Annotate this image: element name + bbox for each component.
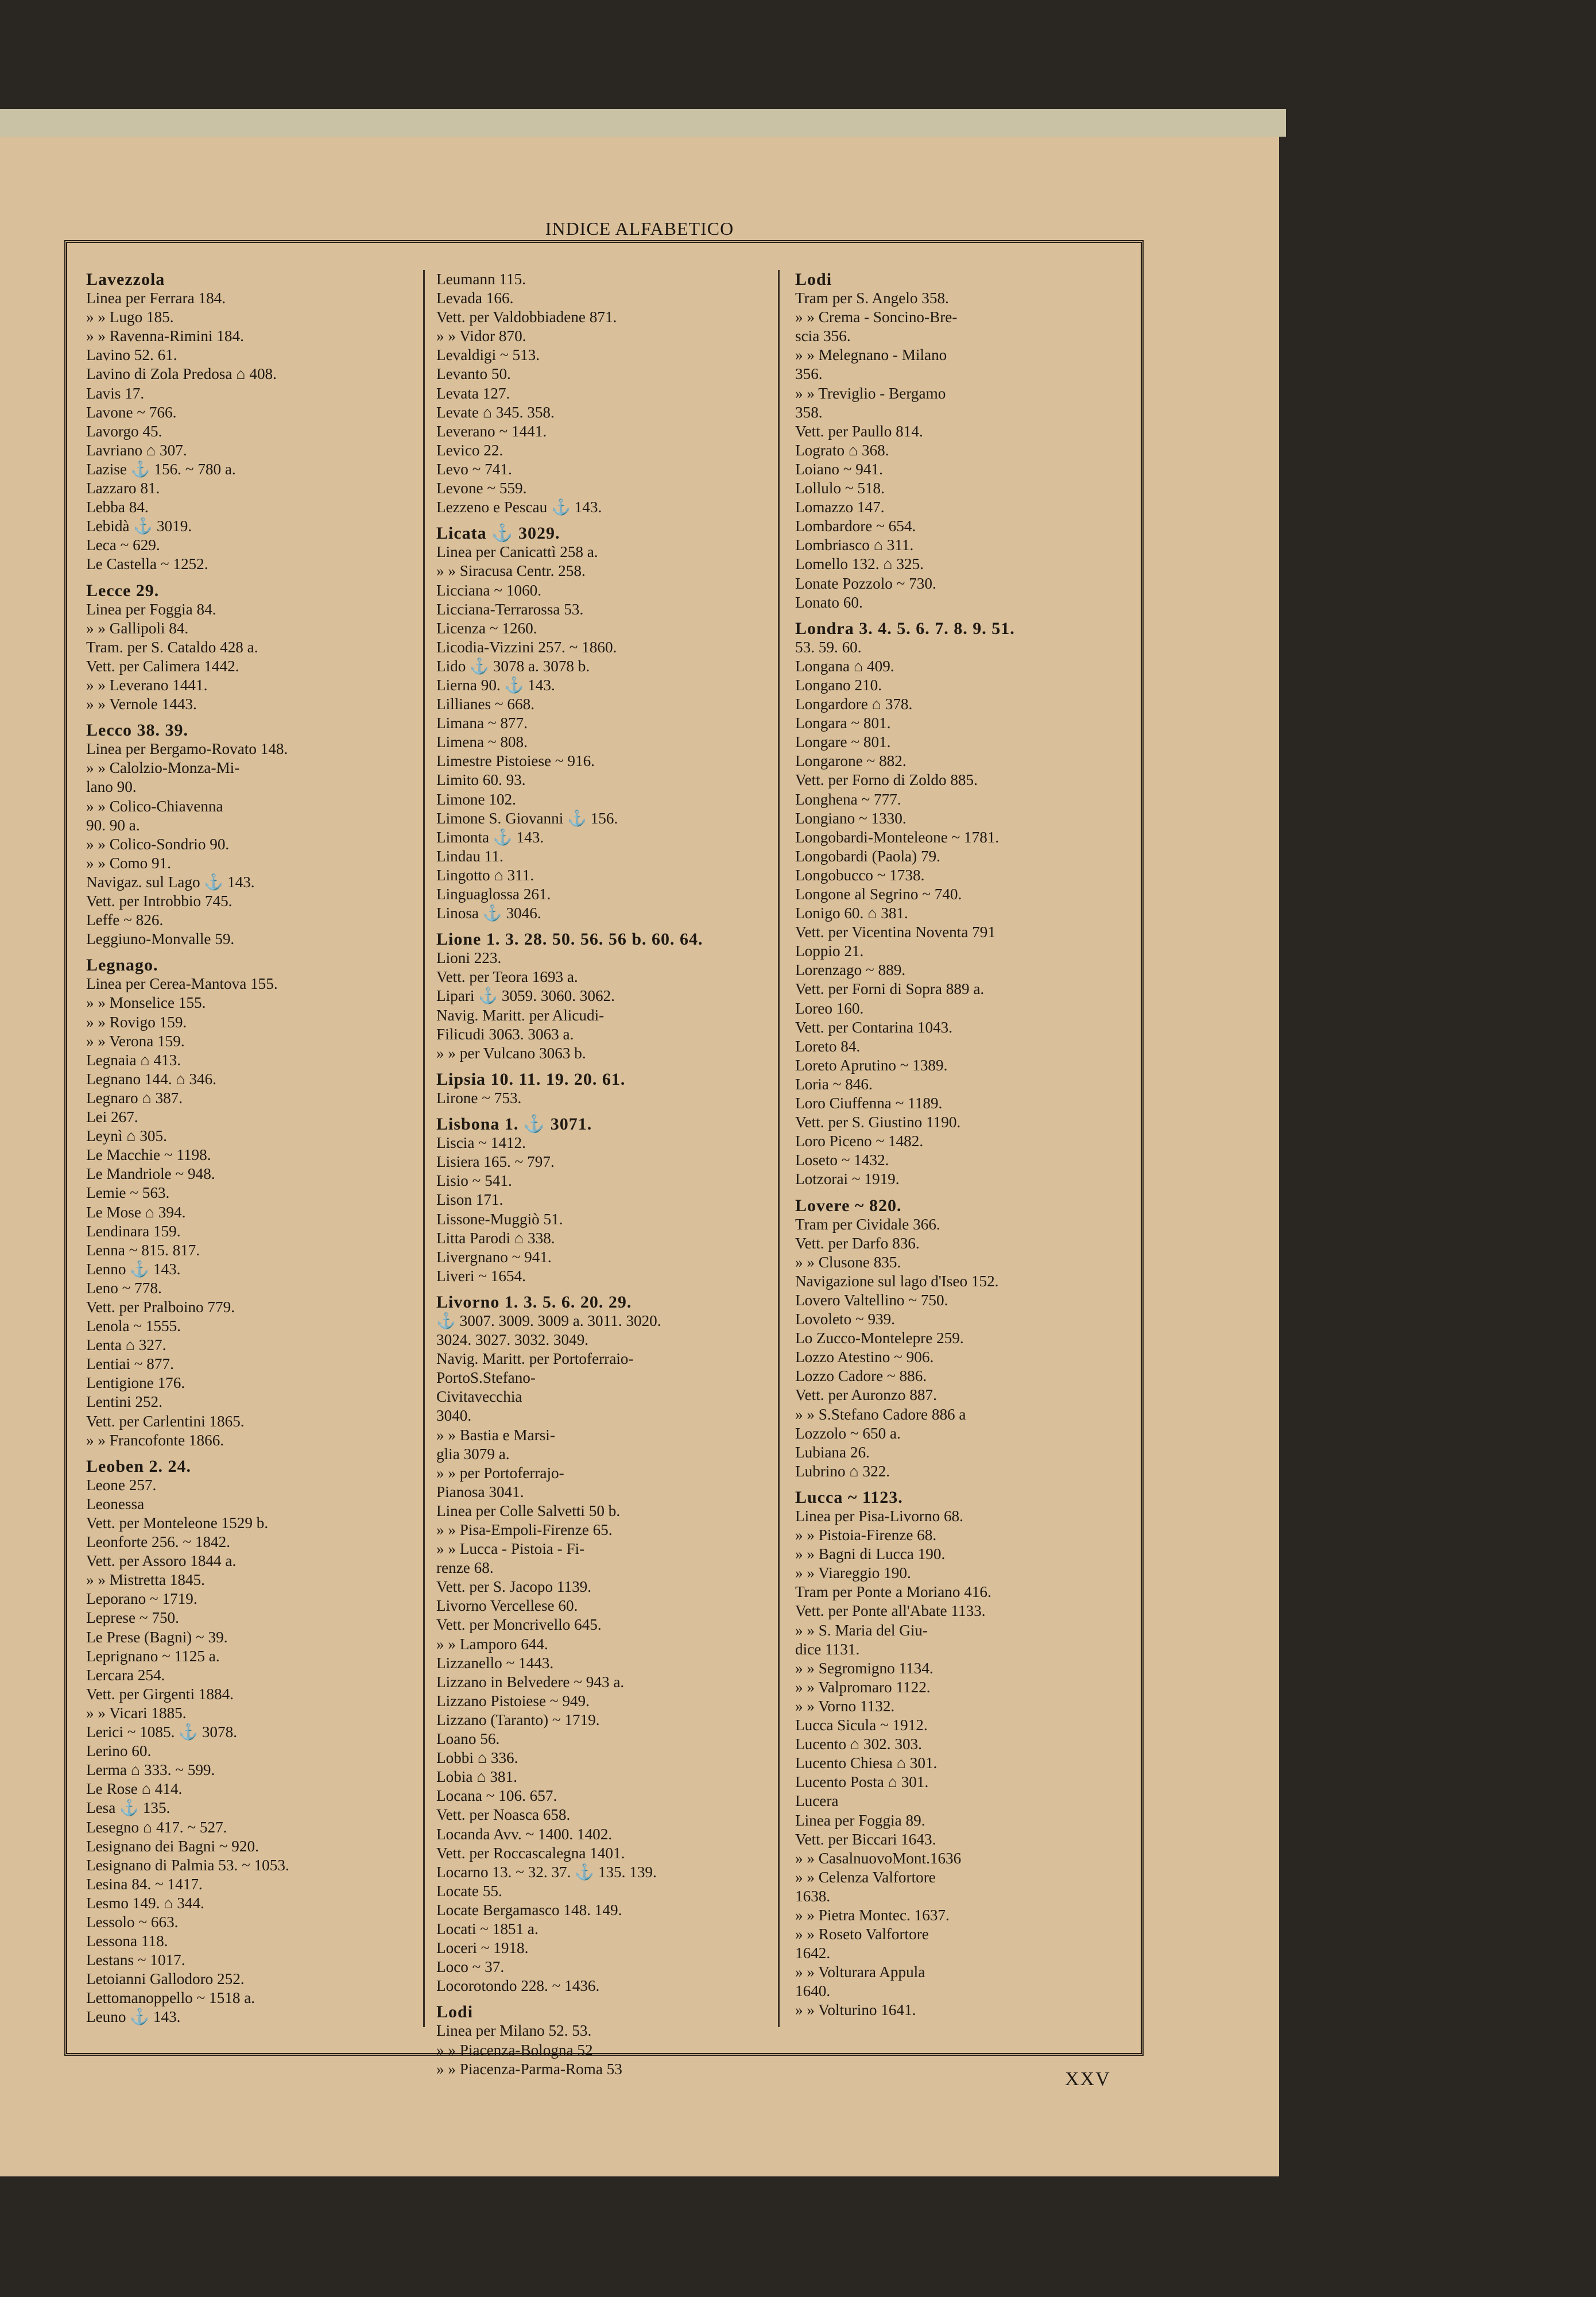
index-entry: Lesignano di Palmia 53. ~ 1053.: [86, 1856, 289, 1874]
index-entry: Linea per Foggia 89.: [795, 1811, 925, 1829]
index-entry: Legnano 144. ⌂ 346.: [86, 1070, 216, 1088]
index-entry: Lizzanello ~ 1443.: [436, 1654, 554, 1672]
index-entry: Leverano ~ 1441.: [436, 422, 547, 440]
index-headword: Londra 3. 4. 5. 6. 7. 8. 9. 51.: [795, 618, 1015, 638]
index-entry: Loco ~ 37.: [436, 1958, 505, 1976]
index-entry: Longobucco ~ 1738.: [795, 866, 925, 884]
index-entry: Lisio ~ 541.: [436, 1172, 512, 1190]
index-entry: Lebidà ⚓ 3019.: [86, 517, 192, 535]
index-entry: Lollulo ~ 518.: [795, 479, 885, 497]
index-entry: Longano 210.: [795, 676, 882, 694]
index-entry: » » Roseto Valfortore: [795, 1925, 929, 1943]
index-entry: Lettomanoppello ~ 1518 a.: [86, 1989, 255, 2007]
index-entry: Lovoleto ~ 939.: [795, 1310, 896, 1328]
index-entry: Limito 60. 93.: [436, 771, 526, 789]
index-entry: Tram per Ponte a Moriano 416.: [795, 1583, 991, 1601]
index-entry: » » Crema - Soncino-Bre-: [795, 308, 958, 326]
index-entry: » » Volturara Appula: [795, 1963, 925, 1981]
index-entry: Lindau 11.: [436, 847, 503, 865]
index-entry: » » Treviglio - Bergamo: [795, 384, 946, 402]
index-entry: dice 1131.: [795, 1640, 860, 1658]
index-entry: Loro Ciuffenna ~ 1189.: [795, 1095, 943, 1112]
index-entry: Vett. per S. Giustino 1190.: [795, 1113, 961, 1131]
index-entry: Locana ~ 106. 657.: [436, 1787, 557, 1805]
index-headword: Lavezzola: [86, 270, 165, 289]
index-entry: » » Como 91.: [86, 854, 172, 872]
index-entry: lano 90.: [86, 778, 137, 796]
index-entry: Legnaia ⌂ 413.: [86, 1051, 181, 1069]
index-entry: » » Melegnano - Milano: [795, 346, 947, 364]
index-entry: » » Leverano 1441.: [86, 676, 208, 694]
index-entry: Lerino 60.: [86, 1742, 152, 1760]
index-entry: Lozzo Cadore ~ 886.: [795, 1367, 927, 1385]
index-entry: Locate Bergamasco 148. 149.: [436, 1901, 622, 1919]
index-entry: Le Mose ⌂ 394.: [86, 1203, 186, 1221]
index-entry: Loro Piceno ~ 1482.: [795, 1132, 924, 1150]
index-entry: Limana ~ 877.: [436, 714, 528, 732]
index-entry: Lomello 132. ⌂ 325.: [795, 555, 924, 573]
index-entry: Lesa ⚓ 135.: [86, 1799, 171, 1817]
index-entry: Licenza ~ 1260.: [436, 619, 537, 637]
index-entry: Longhena ~ 777.: [795, 790, 901, 808]
index-entry: Lozzolo ~ 650 a.: [795, 1424, 901, 1442]
index-entry: 356.: [795, 365, 823, 383]
index-entry: » » per Portoferrajo-: [436, 1464, 564, 1482]
index-entry: Le Prese (Bagni) ~ 39.: [86, 1628, 228, 1646]
index-entry: Loria ~ 846.: [795, 1075, 873, 1093]
index-entry: Livorno Vercellese 60.: [436, 1597, 578, 1615]
index-entry: Levo ~ 741.: [436, 460, 512, 478]
index-entry: Liscia ~ 1412.: [436, 1134, 526, 1152]
index-entry: Lizzano (Taranto) ~ 1719.: [436, 1711, 600, 1728]
index-entry: Vett. per Valdobbiadene 871.: [436, 308, 617, 326]
index-entry: » » Colico-Chiavenna: [86, 797, 223, 815]
index-entry: Loseto ~ 1432.: [795, 1151, 889, 1169]
index-entry: Leffe ~ 826.: [86, 911, 164, 929]
index-entry: Lerma ⌂ 333. ~ 599.: [86, 1761, 215, 1779]
index-entry: Le Mandriole ~ 948.: [86, 1165, 215, 1183]
index-headword: Licata ⚓ 3029.: [436, 524, 560, 543]
index-entry: Leynì ⌂ 305.: [86, 1127, 167, 1145]
index-entry: Lavis 17.: [86, 384, 145, 402]
index-entry: Tram per S. Angelo 358.: [795, 289, 949, 307]
index-entry: Lerici ~ 1085. ⚓ 3078.: [86, 1723, 237, 1741]
index-entry: Lentini 252.: [86, 1393, 162, 1411]
index-entry: Lavorgo 45.: [86, 422, 162, 440]
index-entry: Letoianni Gallodoro 252.: [86, 1970, 245, 1988]
index-entry: Linea per Pisa-Livorno 68.: [795, 1507, 963, 1525]
index-entry: Limonta ⚓ 143.: [436, 828, 544, 846]
index-entry: » » Monselice 155.: [86, 994, 206, 1012]
index-entry: Lendinara 159.: [86, 1222, 181, 1240]
index-entry: Leprese ~ 750.: [86, 1609, 179, 1627]
index-entry: » » CasalnuovoMont.1636: [795, 1849, 962, 1867]
column-rule: [423, 270, 425, 2027]
index-entry: Lioni 223.: [436, 949, 502, 967]
index-entry: Leca ~ 629.: [86, 536, 160, 554]
index-entry: Lenno ⚓ 143.: [86, 1260, 181, 1278]
index-entry: Vett. per Girgenti 1884.: [86, 1685, 234, 1703]
index-entry: Navig. Maritt. per Alicudi-: [436, 1006, 605, 1024]
index-entry: Lonigo 60. ⌂ 381.: [795, 904, 908, 922]
index-entry: Lomazzo 147.: [795, 498, 885, 516]
index-headword: Lecco 38. 39.: [86, 721, 188, 740]
index-entry: Longobardi-Monteleone ~ 1781.: [795, 828, 1000, 846]
index-entry: Levico 22.: [436, 441, 503, 459]
index-entry: Vett. per Vicentina Noventa 791: [795, 923, 995, 941]
index-entry: Vett. per Biccari 1643.: [795, 1830, 936, 1848]
index-headword: Livorno 1. 3. 5. 6. 20. 29.: [436, 1292, 632, 1312]
index-entry: Levaldigi ~ 513.: [436, 346, 540, 364]
index-entry: 3040.: [436, 1407, 472, 1425]
index-entry: » » Viareggio 190.: [795, 1564, 911, 1582]
index-entry: Vett. per Calimera 1442.: [86, 657, 239, 675]
index-entry: Leporano ~ 1719.: [86, 1590, 197, 1608]
index-entry: Le Rose ⌂ 414.: [86, 1780, 183, 1798]
index-entry: » » Celenza Valfortore: [795, 1868, 936, 1886]
index-entry: Lercara 254.: [86, 1666, 165, 1684]
index-entry: » » Volturino 1641.: [795, 2001, 916, 2019]
index-entry: » » Siracusa Centr. 258.: [436, 562, 586, 580]
index-entry: Loiano ~ 941.: [795, 460, 883, 478]
index-entry: 53. 59. 60.: [795, 638, 862, 656]
index-entry: Lovero Valtellino ~ 750.: [795, 1291, 948, 1309]
index-entry: Longobardi (Paola) 79.: [795, 847, 940, 865]
index-entry: Lessolo ~ 663.: [86, 1913, 179, 1931]
index-entry: 1642.: [795, 1944, 831, 1962]
index-entry: Loreo 160.: [795, 999, 864, 1017]
index-entry: Linea per Ferrara 184.: [86, 289, 226, 307]
index-entry: scia 356.: [795, 327, 851, 345]
index-entry: Limena ~ 808.: [436, 733, 528, 751]
index-entry: Loreto Aprutino ~ 1389.: [795, 1056, 948, 1074]
index-entry: Linea per Canicattì 258 a.: [436, 543, 598, 561]
index-entry: Lissone-Muggiò 51.: [436, 1210, 563, 1228]
index-entry: Vett. per S. Jacopo 1139.: [436, 1578, 592, 1596]
index-entry: Lei 267.: [86, 1108, 138, 1126]
index-entry: Vett. per Assoro 1844 a.: [86, 1552, 237, 1570]
index-entry: Lenna ~ 815. 817.: [86, 1241, 200, 1259]
index-entry: Locate 55.: [436, 1882, 502, 1900]
index-entry: 1640.: [795, 1982, 831, 2000]
index-entry: Vett. per Moncrivello 645.: [436, 1616, 602, 1634]
index-entry: Licodia-Vizzini 257. ~ 1860.: [436, 638, 617, 656]
index-entry: Limone 102.: [436, 790, 516, 808]
index-entry: » » Verona 159.: [86, 1032, 185, 1050]
index-entry: Leuno ⚓ 143.: [86, 2008, 181, 2026]
index-entry: Limestre Pistoiese ~ 916.: [436, 752, 595, 770]
index-entry: » » Valpromaro 1122.: [795, 1678, 931, 1696]
index-entry: Lavriano ⌂ 307.: [86, 441, 187, 459]
index-entry: Linea per Cerea-Mantova 155.: [86, 975, 278, 993]
index-entry: » » Vorno 1132.: [795, 1697, 895, 1715]
index-entry: Leone 257.: [86, 1476, 157, 1494]
index-headword: Lipsia 10. 11. 19. 20. 61.: [436, 1069, 626, 1089]
index-entry: Vett. per Ponte all'Abate 1133.: [795, 1602, 986, 1620]
index-entry: Filicudi 3063. 3063 a.: [436, 1025, 574, 1043]
index-entry: Linguaglossa 261.: [436, 885, 551, 903]
index-entry: Lisiera 165. ~ 797.: [436, 1153, 555, 1171]
index-entry: Livergnano ~ 941.: [436, 1248, 552, 1266]
index-entry: Vett. per Darfo 836.: [795, 1234, 920, 1252]
index-entry: Lesignano dei Bagni ~ 920.: [86, 1837, 259, 1855]
index-entry: Lizzano Pistoiese ~ 949.: [436, 1692, 590, 1710]
index-entry: Longare ~ 801.: [795, 733, 891, 751]
index-entry: Linea per Colle Salvetti 50 b.: [436, 1502, 621, 1519]
index-entry: PortoS.Stefano-: [436, 1369, 536, 1387]
index-headword: Lucca ~ 1123.: [795, 1487, 903, 1507]
index-entry: Navig. Maritt. per Portoferraio-: [436, 1350, 634, 1368]
index-entry: » » Vicari 1885.: [86, 1704, 187, 1722]
index-entry: Lavino di Zola Predosa ⌂ 408.: [86, 365, 277, 383]
index-entry: Lido ⚓ 3078 a. 3078 b.: [436, 657, 590, 675]
index-entry: Litta Parodi ⌂ 338.: [436, 1229, 555, 1247]
index-entry: Locati ~ 1851 a.: [436, 1920, 539, 1938]
index-entry: Lotzorai ~ 1919.: [795, 1170, 900, 1188]
index-entry: Locarno 13. ~ 32. 37. ⚓ 135. 139.: [436, 1863, 657, 1881]
index-entry: Lenola ~ 1555.: [86, 1317, 181, 1335]
index-entry: » » Francofonte 1866.: [86, 1431, 224, 1449]
index-entry: Lentiai ~ 877.: [86, 1355, 174, 1373]
index-entry: » » S.Stefano Cadore 886 a: [795, 1405, 966, 1423]
index-entry: 90. 90 a.: [86, 816, 140, 834]
index-entry: Levata 127.: [436, 384, 510, 402]
index-entry: Vett. per Monteleone 1529 b.: [86, 1514, 269, 1532]
page-top-edge: [0, 109, 1286, 137]
index-entry: Lubrino ⌂ 322.: [795, 1462, 890, 1480]
index-entry: Loreto 84.: [795, 1037, 861, 1055]
index-entry: Lentigione 176.: [86, 1374, 185, 1392]
index-entry: Leonforte 256. ~ 1842.: [86, 1533, 231, 1551]
index-entry: » » Ravenna-Rimini 184.: [86, 327, 244, 345]
index-entry: Lesegno ⌂ 417. ~ 527.: [86, 1818, 227, 1836]
column-rule: [778, 270, 780, 2027]
index-entry: Leprignano ~ 1125 a.: [86, 1647, 220, 1665]
index-headword: Leoben 2. 24.: [86, 1456, 192, 1476]
index-entry: Lorenzago ~ 889.: [795, 961, 906, 979]
index-column-2: [436, 270, 769, 2078]
index-entry: Leumann 115.: [436, 270, 526, 288]
index-entry: Licciana-Terrarossa 53.: [436, 600, 584, 618]
page-number: XXV: [1065, 2068, 1111, 2090]
index-entry: » » Piacenza-Parma-Roma 53: [436, 2060, 622, 2078]
index-entry: Lesmo 149. ⌂ 344.: [86, 1894, 204, 1912]
index-entry: Loppio 21.: [795, 942, 864, 960]
index-entry: Navigaz. sul Lago ⚓ 143.: [86, 873, 255, 891]
index-entry: Lombriasco ⌂ 311.: [795, 536, 914, 554]
index-entry: Le Macchie ~ 1198.: [86, 1146, 211, 1164]
index-entry: Lubiana 26.: [795, 1443, 870, 1461]
index-entry: Levone ~ 559.: [436, 479, 527, 497]
index-entry: Lenta ⌂ 327.: [86, 1336, 166, 1354]
index-entry: Vett. per Teora 1693 a.: [436, 968, 578, 986]
index-entry: Longone al Segrino ~ 740.: [795, 885, 962, 903]
index-entry: Locorotondo 228. ~ 1436.: [436, 1977, 600, 1995]
index-entry: Limone S. Giovanni ⚓ 156.: [436, 809, 618, 827]
index-entry: Lozzo Atestino ~ 906.: [795, 1348, 934, 1366]
index-column-1: [86, 270, 408, 2027]
index-entry: Lillianes ~ 668.: [436, 695, 535, 713]
index-entry: » » Rovigo 159.: [86, 1013, 187, 1031]
index-entry: » » Segromigno 1134.: [795, 1659, 933, 1677]
index-entry: Levanto 50.: [436, 365, 511, 383]
index-entry: » » Pistoia-Firenze 68.: [795, 1526, 937, 1544]
index-entry: Longiano ~ 1330.: [795, 809, 907, 827]
index-entry: Leonessa: [86, 1495, 145, 1513]
index-entry: 358.: [795, 403, 823, 421]
index-entry: Leno ~ 778.: [86, 1279, 162, 1297]
index-headword: Lione 1. 3. 28. 50. 56. 56 b. 60. 64.: [436, 930, 703, 949]
index-entry: Vett. per Noasca 658.: [436, 1806, 571, 1824]
index-entry: Lucento Chiesa ⌂ 301.: [795, 1754, 938, 1772]
index-entry: » » Vernole 1443.: [86, 695, 197, 713]
index-entry: » » Pietra Montec. 1637.: [795, 1906, 950, 1924]
index-entry: » » S. Maria del Giu-: [795, 1621, 928, 1639]
index-entry: » » Lucca - Pistoia - Fi-: [436, 1540, 585, 1558]
index-entry: Pianosa 3041.: [436, 1483, 524, 1501]
index-entry: Levate ⌂ 345. 358.: [436, 403, 555, 421]
index-entry: Leggiuno-Monvalle 59.: [86, 930, 235, 948]
index-entry: Vett. per Forni di Sopra 889 a.: [795, 980, 985, 998]
index-entry: Vett. per Roccascalegna 1401.: [436, 1844, 625, 1862]
index-entry: Lestans ~ 1017.: [86, 1951, 185, 1969]
index-headword: Lecce 29.: [86, 581, 160, 600]
index-entry: Lemie ~ 563.: [86, 1184, 170, 1202]
index-entry: Lazzaro 81.: [86, 479, 160, 497]
index-entry: Longarone ~ 882.: [795, 752, 907, 770]
index-entry: Linea per Bergamo-Rovato 148.: [86, 740, 288, 758]
index-entry: Lucento Posta ⌂ 301.: [795, 1773, 929, 1791]
index-entry: Lebba 84.: [86, 498, 149, 516]
index-entry: 1638.: [795, 1887, 831, 1905]
index-entry: Civitavecchia: [436, 1388, 522, 1406]
index-entry: Vett. per Introbbio 745.: [86, 892, 233, 910]
index-entry: » » Calolzio-Monza-Mi-: [86, 759, 240, 777]
running-head: INDICE ALFABETICO: [545, 218, 734, 239]
index-entry: Liveri ~ 1654.: [436, 1267, 526, 1285]
index-entry: Linea per Foggia 84.: [86, 600, 216, 618]
index-entry: » » Colico-Sondrio 90.: [86, 835, 230, 853]
index-entry: ⚓ 3007. 3009. 3009 a. 3011. 3020.: [436, 1312, 661, 1329]
index-entry: Lograto ⌂ 368.: [795, 441, 889, 459]
index-entry: Lobia ⌂ 381.: [436, 1768, 517, 1786]
index-entry: » » Lamporo 644.: [436, 1635, 548, 1653]
index-entry: Vett. per Pralboino 779.: [86, 1298, 235, 1316]
index-entry: Longara ~ 801.: [795, 714, 891, 732]
index-entry: Licciana ~ 1060.: [436, 581, 542, 599]
index-headword: Lisbona 1. ⚓ 3071.: [436, 1115, 592, 1134]
index-entry: Lo Zucco-Montelepre 259.: [795, 1329, 964, 1347]
index-entry: Vett. per Contarina 1043.: [795, 1018, 953, 1036]
index-headword: Lodi: [795, 270, 832, 289]
index-entry: Lierna 90. ⚓ 143.: [436, 676, 555, 694]
index-entry: » » Mistretta 1845.: [86, 1571, 205, 1589]
index-entry: Linosa ⚓ 3046.: [436, 904, 541, 922]
index-entry: Loano 56.: [436, 1730, 500, 1748]
index-entry: Navigazione sul lago d'Iseo 152.: [795, 1272, 999, 1290]
index-entry: Le Castella ~ 1252.: [86, 555, 208, 573]
index-entry: 3024. 3027. 3032. 3049.: [436, 1331, 589, 1349]
index-entry: Longardore ⌂ 378.: [795, 695, 913, 713]
index-entry: Lirone ~ 753.: [436, 1089, 522, 1107]
index-entry: Tram. per S. Cataldo 428 a.: [86, 638, 258, 656]
index-entry: Tram per Cividale 366.: [795, 1215, 940, 1233]
index-entry: Vett. per Forno di Zoldo 885.: [795, 771, 978, 789]
index-entry: Lavino 52. 61.: [86, 346, 177, 364]
index-column-3: [795, 270, 1128, 2027]
index-entry: Legnaro ⌂ 387.: [86, 1089, 183, 1107]
index-entry: Lombardore ~ 654.: [795, 517, 916, 535]
index-entry: » » per Vulcano 3063 b.: [436, 1044, 586, 1062]
index-headword: Legnago.: [86, 956, 158, 975]
index-entry: Levada 166.: [436, 289, 514, 307]
index-entry: Lucca Sicula ~ 1912.: [795, 1716, 928, 1734]
index-entry: Lesina 84. ~ 1417.: [86, 1875, 203, 1893]
index-entry: Lucera: [795, 1792, 839, 1810]
index-entry: Longana ⌂ 409.: [795, 657, 894, 675]
index-entry: Lazise ⚓ 156. ~ 780 a.: [86, 460, 236, 478]
index-entry: Lessona 118.: [86, 1932, 168, 1950]
index-entry: » » Clusone 835.: [795, 1253, 901, 1271]
index-entry: Vett. per Auronzo 887.: [795, 1386, 937, 1404]
index-entry: » » Piacenza-Bologna 52: [436, 2041, 593, 2059]
index-entry: Linea per Milano 52. 53.: [436, 2022, 592, 2040]
index-entry: Lizzano in Belvedere ~ 943 a.: [436, 1673, 625, 1691]
index-headword: Lovere ~ 820.: [795, 1196, 902, 1215]
index-entry: Lobbi ⌂ 336.: [436, 1749, 518, 1767]
index-entry: » » Bastia e Marsi-: [436, 1426, 555, 1444]
index-entry: Loceri ~ 1918.: [436, 1939, 529, 1957]
index-entry: Lavone ~ 766.: [86, 403, 177, 421]
index-entry: Lonato 60.: [795, 593, 863, 611]
index-entry: » » Bagni di Lucca 190.: [795, 1545, 946, 1563]
index-entry: Lonate Pozzolo ~ 730.: [795, 574, 936, 592]
index-entry: » » Vidor 870.: [436, 327, 526, 345]
index-entry: Vett. per Paullo 814.: [795, 422, 923, 440]
index-entry: Lingotto ⌂ 311.: [436, 866, 534, 884]
index-entry: glia 3079 a.: [436, 1445, 510, 1463]
index-entry: Locanda Avv. ~ 1400. 1402.: [436, 1825, 613, 1843]
index-entry: renze 68.: [436, 1559, 494, 1577]
index-entry: » » Lugo 185.: [86, 308, 174, 326]
index-entry: Lison 171.: [436, 1191, 503, 1209]
index-headword: Lodi: [436, 2002, 474, 2022]
index-entry: » » Pisa-Empoli-Firenze 65.: [436, 1521, 613, 1538]
index-entry: Lezzeno e Pescau ⚓ 143.: [436, 498, 602, 516]
index-entry: Lucento ⌂ 302. 303.: [795, 1735, 922, 1753]
index-entry: Vett. per Carlentini 1865.: [86, 1412, 245, 1430]
index-entry: Lipari ⚓ 3059. 3060. 3062.: [436, 987, 615, 1005]
index-entry: » » Gallipoli 84.: [86, 619, 189, 637]
